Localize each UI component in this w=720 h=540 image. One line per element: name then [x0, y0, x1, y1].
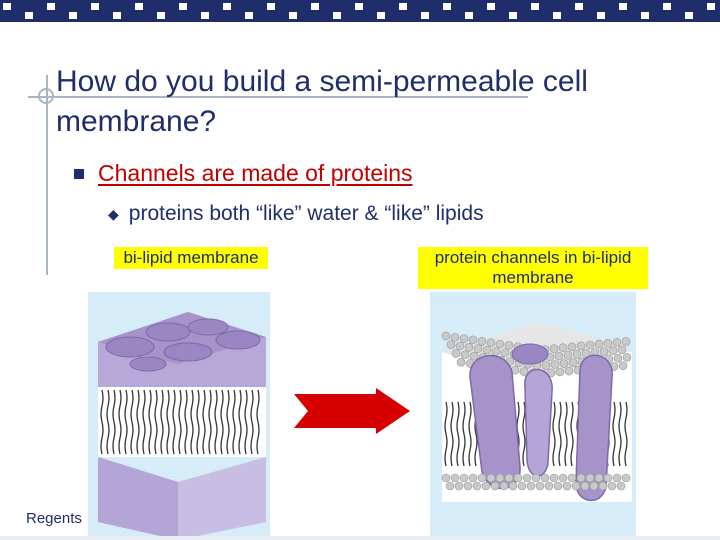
slide-title: How do you build a semi-permeable cell membrane? [56, 65, 588, 138]
square-bullet-icon [74, 169, 84, 179]
diamond-bullet-icon: ◆ [108, 205, 119, 222]
bullet-channels [74, 160, 413, 187]
footer-band [0, 536, 720, 540]
right-arrow-icon [294, 388, 410, 434]
label-protein-channels: protein channels in bi-lipid membrane [418, 247, 648, 289]
footer-text: Regents [26, 510, 82, 527]
bullet-proteins [108, 202, 484, 226]
decorative-crosshair-circle [38, 88, 54, 104]
bilipid-membrane-illustration [88, 292, 270, 540]
label-bilipid-membrane: bi-lipid membrane [114, 247, 268, 269]
bullet-proteins-text: proteins both “like” water & “like” lipids [128, 202, 484, 225]
protein-channel-membrane-illustration [430, 292, 636, 540]
decorative-vertical-line [46, 75, 48, 275]
bullet-channels-text: Channels are made of proteins [98, 160, 413, 186]
top-checker-band [0, 0, 720, 22]
